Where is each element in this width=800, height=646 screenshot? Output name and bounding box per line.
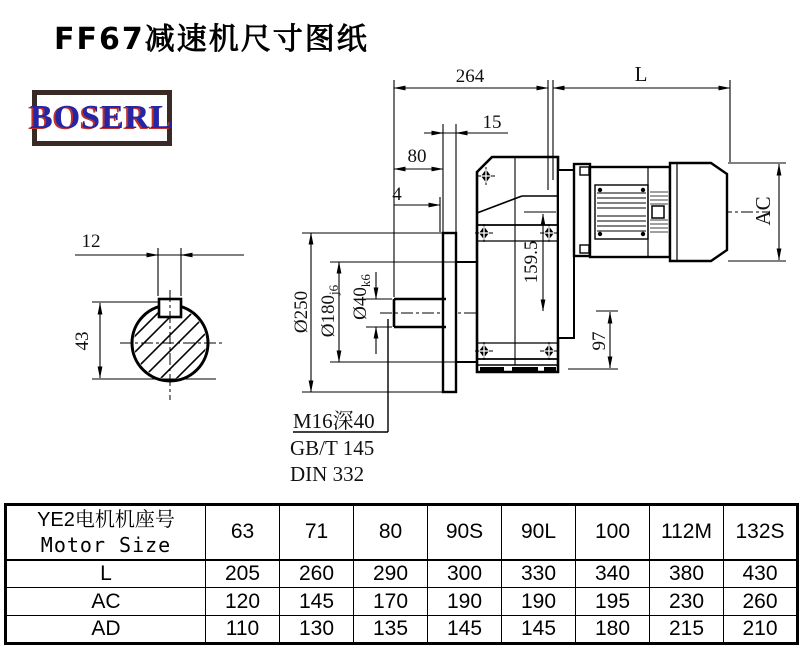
table-cell: 215 bbox=[650, 616, 724, 644]
brand-logo bbox=[32, 90, 172, 146]
dim-axis-height: 159.5 bbox=[521, 240, 542, 284]
dim-flange-thickness: 15 bbox=[482, 112, 502, 133]
dim-bottom-height: 97 bbox=[589, 331, 610, 351]
dim-overall-length: 264 bbox=[455, 66, 485, 87]
dim-motor-length: L bbox=[634, 62, 648, 86]
dim-shaft-extension: 80 bbox=[407, 146, 427, 167]
table-cell: 145 bbox=[280, 588, 354, 616]
header-en: Motor Size bbox=[40, 533, 172, 558]
main-view bbox=[290, 62, 786, 486]
table-cell: 120 bbox=[206, 588, 280, 616]
motor-adapter bbox=[558, 170, 574, 338]
table-cell: 380 bbox=[650, 560, 724, 588]
page-title: FF67减速机尺寸图纸 bbox=[54, 22, 369, 57]
dim-spigot-value: Ø180 bbox=[318, 294, 339, 338]
column-header: 71 bbox=[280, 505, 354, 560]
drawing-notes bbox=[290, 409, 375, 486]
note-gbt: GB/T 145 bbox=[290, 436, 375, 460]
dim-key-width: 12 bbox=[81, 231, 101, 252]
column-header: 112M bbox=[650, 505, 724, 560]
table-cell: 260 bbox=[280, 560, 354, 588]
table-cell: 190 bbox=[502, 588, 576, 616]
table-header-motor-size bbox=[6, 505, 206, 560]
table-cell: 110 bbox=[206, 616, 280, 644]
mounting-feet bbox=[480, 367, 556, 372]
column-header: 63 bbox=[206, 505, 280, 560]
dim-shaft-value: Ø40 bbox=[350, 287, 371, 320]
table-cell: 290 bbox=[354, 560, 428, 588]
table-cell: 230 bbox=[650, 588, 724, 616]
table-cell: 180 bbox=[576, 616, 650, 644]
table-cell: 190 bbox=[428, 588, 502, 616]
dim-step: 4 bbox=[392, 184, 402, 205]
spec-table bbox=[4, 503, 799, 645]
dim-flange-diameter: Ø250 bbox=[291, 290, 312, 334]
table-cell: 205 bbox=[206, 560, 280, 588]
table-cell: 210 bbox=[724, 616, 798, 644]
table-row-L bbox=[6, 560, 798, 588]
motor-flange bbox=[574, 164, 590, 256]
note-tapped-hole: M16深40 bbox=[293, 409, 375, 433]
table-cell: 195 bbox=[576, 588, 650, 616]
dim-spigot-diameter bbox=[318, 284, 341, 337]
table-cell: 330 bbox=[502, 560, 576, 588]
column-header: 90S bbox=[428, 505, 502, 560]
dim-key-height: 43 bbox=[72, 331, 93, 351]
brand-logo-text: BOSERL bbox=[30, 99, 174, 136]
table-row-AC bbox=[6, 588, 798, 616]
column-header: 80 bbox=[354, 505, 428, 560]
column-header: 100 bbox=[576, 505, 650, 560]
gearbox-housing bbox=[477, 157, 558, 372]
output-flange bbox=[443, 233, 456, 392]
table-cell: 145 bbox=[502, 616, 576, 644]
table-cell: 170 bbox=[354, 588, 428, 616]
row-label: AD bbox=[6, 616, 206, 644]
table-cell: 430 bbox=[724, 560, 798, 588]
dim-shaft-fit: k6 bbox=[358, 274, 373, 288]
column-header: 90L bbox=[502, 505, 576, 560]
dim-spigot-fit: j6 bbox=[326, 284, 341, 295]
shaft-cross-section bbox=[72, 231, 251, 424]
table-header-row bbox=[6, 505, 798, 560]
table-cell: 130 bbox=[280, 616, 354, 644]
table-cell: 145 bbox=[428, 616, 502, 644]
fan-cover bbox=[670, 163, 727, 261]
row-label: L bbox=[6, 560, 206, 588]
table-cell: 300 bbox=[428, 560, 502, 588]
column-header: 132S bbox=[724, 505, 798, 560]
table-cell: 340 bbox=[576, 560, 650, 588]
note-din: DIN 332 bbox=[290, 462, 365, 486]
dim-shaft-diameter bbox=[350, 274, 373, 320]
dim-motor-diameter: AC bbox=[751, 196, 775, 226]
table-row-AD bbox=[6, 616, 798, 644]
header-cn: YE2电机机座号 bbox=[37, 509, 175, 532]
table-cell: 135 bbox=[354, 616, 428, 644]
table-cell: 260 bbox=[724, 588, 798, 616]
row-label: AC bbox=[6, 588, 206, 616]
